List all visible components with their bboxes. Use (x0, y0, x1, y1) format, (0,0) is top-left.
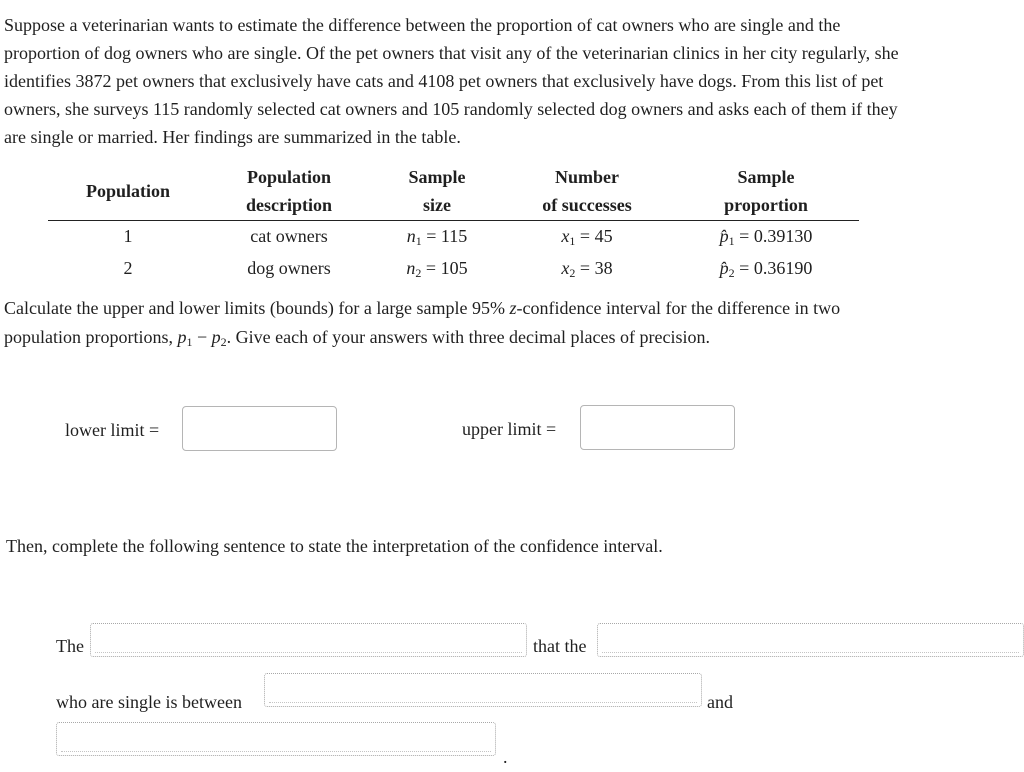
row-description: dog owners (247, 258, 331, 278)
sentence-the-label: The (56, 636, 84, 656)
intro-line: owners, she surveys 115 randomly selected cat owners and 105 randomly selected dog owners and asks each of them if they (4, 99, 898, 119)
sentence-that-the-label: that the (533, 636, 587, 656)
sentence-single-between-label: who are single is between (56, 692, 242, 712)
row-population: 1 (123, 226, 133, 246)
lower-limit-label: lower limit = (65, 420, 160, 440)
intro-line: proportion of dog owners who are single. Of the pet owners that visit any of the veterinarian clinics in her city regularly, she (4, 43, 899, 63)
intro-line: Suppose a veterinarian wants to estimate the difference between the proportion of cat owners who are single and the (4, 15, 841, 35)
row-successes: $x_1 = 45$ (561, 226, 613, 248)
intro-line: identifies 3872 pet owners that exclusively have cats and 4108 pet owners that exclusively have dogs. From this list of pet (4, 71, 884, 91)
header-number-of-successes: Number of successes (542, 167, 632, 215)
parameter-dropdown[interactable] (90, 623, 527, 657)
question-line: population proportions, $p_1 - p_2$. Give each of your answers with three decimal places of precision. (4, 327, 710, 349)
row-sample-proportion: $p̂_2 = 0.36190$ (719, 258, 813, 280)
table-header-rule (48, 220, 859, 221)
row-sample-size: $n_1 = 115$ (406, 226, 468, 248)
upper-bound-dropdown[interactable] (56, 722, 496, 756)
lower-bound-dropdown[interactable] (264, 673, 702, 707)
population-dropdown[interactable] (597, 623, 1024, 657)
header-sample-size: Sample size (408, 167, 466, 215)
header-population: Population (85, 181, 171, 201)
row-sample-size: $n_2 = 105$ (406, 258, 468, 280)
interpretation-prompt: Then, complete the following sentence to state the interpretation of the confidence interval. (6, 536, 663, 556)
upper-limit-input[interactable] (580, 405, 735, 450)
header-population-description: Population description (245, 167, 332, 215)
intro-line: are single or married. Her findings are summarized in the table. (4, 127, 461, 147)
problem-intro (4, 11, 1014, 151)
question-line: Calculate the upper and lower limits (bounds) for a large sample 95% z-confidence interval for the difference in two (4, 298, 841, 318)
row-sample-proportion: $p̂_1 = 0.39130$ (719, 226, 813, 248)
lower-limit-input[interactable] (182, 406, 337, 451)
row-description: cat owners (250, 226, 328, 246)
question-text (4, 294, 1014, 357)
sentence-and-label: and (707, 692, 733, 712)
sentence-period: . (503, 747, 508, 767)
upper-limit-label: upper limit = (462, 419, 557, 439)
header-sample-proportion: Sample proportion (724, 167, 808, 215)
row-successes: $x_2 = 38$ (561, 258, 613, 280)
row-population: 2 (123, 258, 133, 278)
